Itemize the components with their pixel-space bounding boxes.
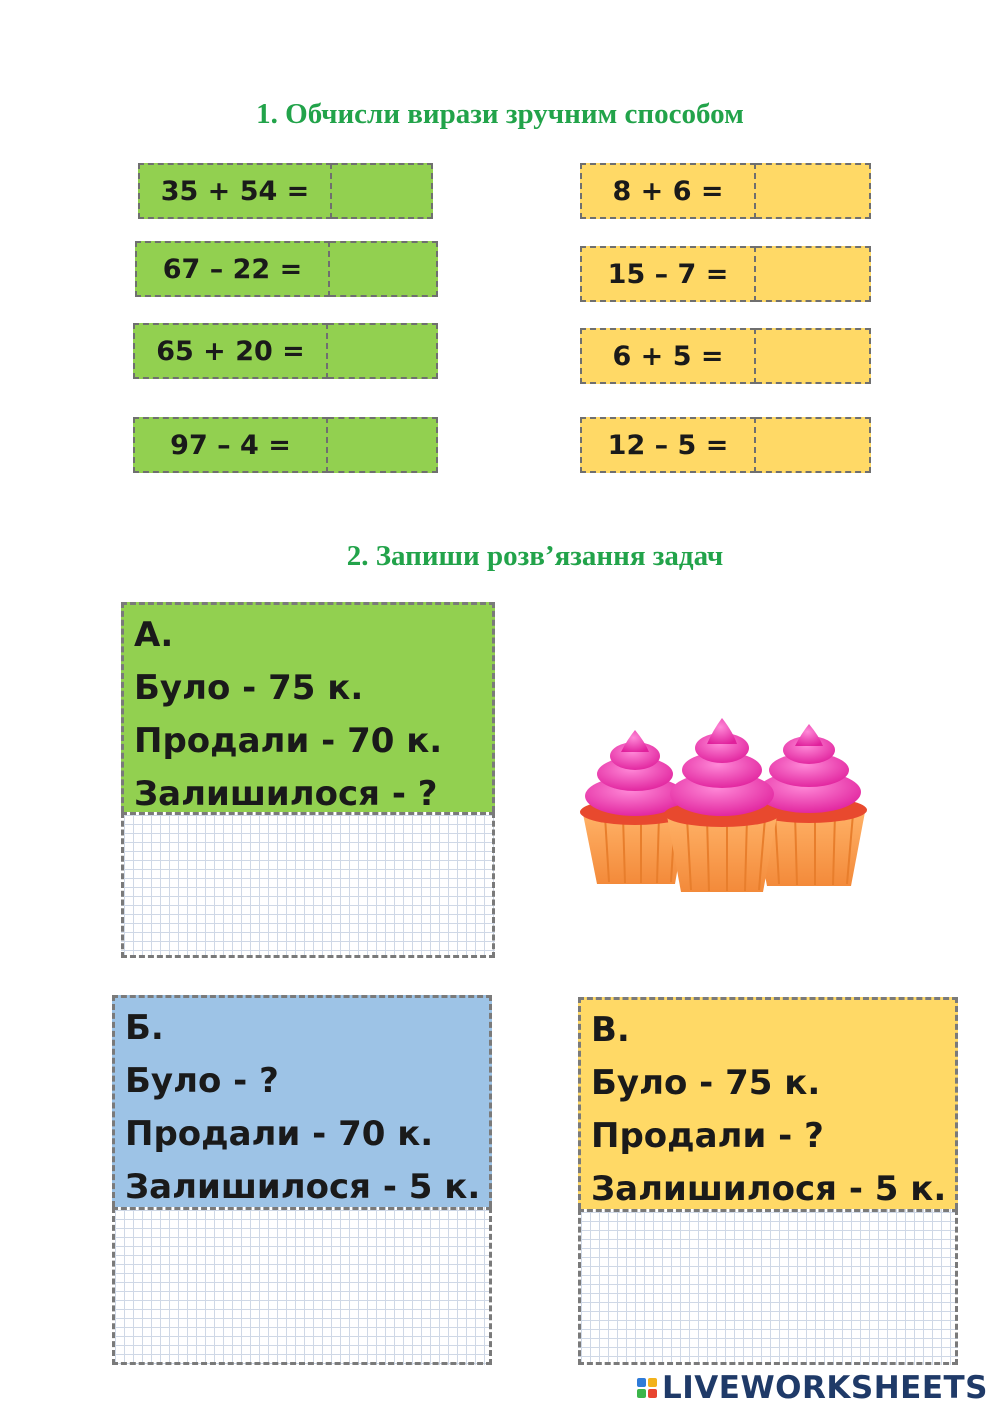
task-a bbox=[121, 602, 495, 958]
section-1-title: 1. Обчисли вирази зручним способом bbox=[256, 98, 744, 130]
logo-text: LIVEWORKSHEETS bbox=[662, 1370, 988, 1406]
expression-row bbox=[133, 417, 438, 473]
expression-label: 15 – 7 = bbox=[580, 246, 756, 302]
task-line-sold: Продали - 70 к. bbox=[125, 1114, 434, 1154]
task-line-left: Залишилося - ? bbox=[134, 774, 438, 814]
answer-field[interactable] bbox=[328, 323, 438, 379]
task-v-card bbox=[578, 997, 958, 1209]
task-line-sold: Продали - ? bbox=[591, 1116, 824, 1156]
task-b-card bbox=[112, 995, 492, 1207]
task-a-card bbox=[121, 602, 495, 812]
task-v-answer-grid[interactable] bbox=[578, 1209, 958, 1365]
cupcakes-icon bbox=[575, 712, 870, 897]
expression-row bbox=[580, 163, 871, 219]
answer-field[interactable] bbox=[756, 246, 871, 302]
task-line-had: Було - 75 к. bbox=[134, 668, 364, 708]
expression-row bbox=[580, 328, 871, 384]
expression-row bbox=[580, 246, 871, 302]
logo-mark-icon bbox=[637, 1378, 657, 1398]
answer-field[interactable] bbox=[332, 163, 433, 219]
expression-row bbox=[135, 241, 438, 297]
answer-field[interactable] bbox=[756, 163, 871, 219]
task-line-sold: Продали - 70 к. bbox=[134, 721, 443, 761]
expression-label: 67 – 22 = bbox=[135, 241, 330, 297]
task-line-had: Було - ? bbox=[125, 1061, 279, 1101]
liveworksheets-logo bbox=[637, 1370, 988, 1406]
expression-label: 8 + 6 = bbox=[580, 163, 756, 219]
section-2-title: 2. Запиши розв’язання задач bbox=[346, 540, 724, 572]
task-b-answer-grid[interactable] bbox=[112, 1207, 492, 1365]
answer-field[interactable] bbox=[328, 417, 438, 473]
answer-field[interactable] bbox=[756, 417, 871, 473]
expression-label: 35 + 54 = bbox=[138, 163, 332, 219]
expression-label: 6 + 5 = bbox=[580, 328, 756, 384]
task-line-had: Було - 75 к. bbox=[591, 1063, 821, 1103]
task-a-answer-grid[interactable] bbox=[121, 812, 495, 958]
answer-field[interactable] bbox=[330, 241, 438, 297]
cupcake-middle bbox=[664, 718, 780, 892]
answer-field[interactable] bbox=[756, 328, 871, 384]
task-v bbox=[578, 997, 958, 1365]
task-line-left: Залишилося - 5 к. bbox=[125, 1167, 481, 1207]
expression-label: 65 + 20 = bbox=[133, 323, 328, 379]
task-letter: А. bbox=[134, 615, 174, 655]
task-b bbox=[112, 995, 492, 1365]
expression-label: 97 – 4 = bbox=[133, 417, 328, 473]
expression-row bbox=[133, 323, 438, 379]
task-letter: Б. bbox=[125, 1008, 164, 1048]
expression-label: 12 – 5 = bbox=[580, 417, 756, 473]
task-letter: В. bbox=[591, 1010, 630, 1050]
task-line-left: Залишилося - 5 к. bbox=[591, 1169, 947, 1209]
expression-row bbox=[580, 417, 871, 473]
expression-row bbox=[138, 163, 433, 219]
